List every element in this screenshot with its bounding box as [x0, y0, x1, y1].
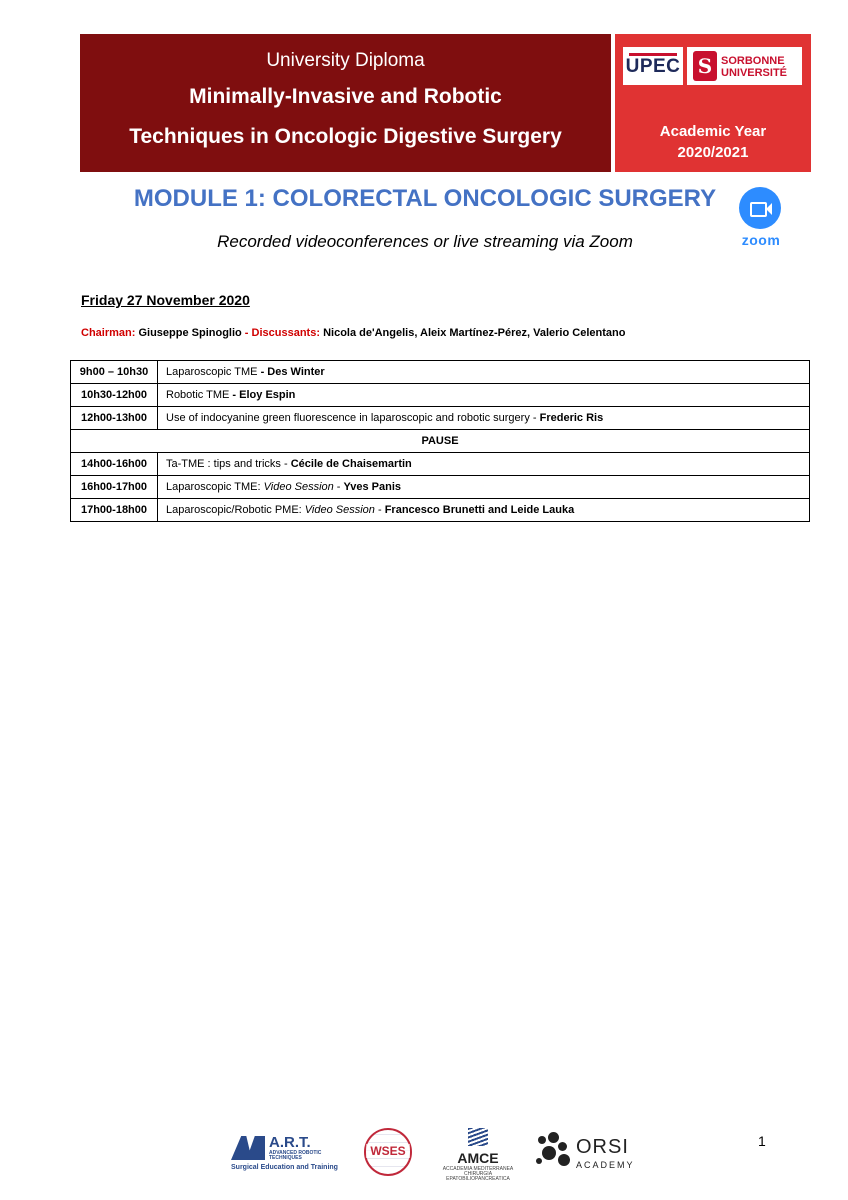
art-logo	[231, 1134, 338, 1176]
banner-line-3: Techniques in Oncologic Digestive Surgery	[129, 125, 562, 148]
wses-globe-logo	[364, 1128, 412, 1176]
speaker-name: Yves Panis	[343, 481, 402, 493]
art-subtitle: ADVANCED ROBOTIC TECHNIQUES	[269, 1150, 322, 1161]
row-time: 16h00-17h00	[71, 476, 158, 499]
sorbonne-line-2: UNIVERSITÉ	[721, 67, 788, 79]
discussants-label: Discussants:	[251, 327, 321, 339]
upec-logo	[623, 47, 683, 85]
speaker-name: Des Winter	[267, 366, 325, 378]
table-row	[71, 407, 810, 430]
chair-line	[81, 327, 625, 339]
row-time: 9h00 – 10h30	[71, 361, 158, 384]
art-mark-icon	[231, 1136, 265, 1160]
art-name: A.R.T.	[269, 1134, 311, 1151]
row-time: 17h00-18h00	[71, 499, 158, 522]
row-topic	[158, 384, 810, 407]
row-time: 10h30-12h00	[71, 384, 158, 407]
topic-text: Laparoscopic TME:	[166, 481, 264, 493]
sorbonne-emblem-icon	[693, 51, 717, 81]
session-date: Friday 27 November 2020	[81, 292, 250, 308]
row-topic	[158, 499, 810, 522]
row-topic	[158, 407, 810, 430]
table-row	[71, 384, 810, 407]
table-row	[71, 361, 810, 384]
topic-text: Ta-TME : tips and tricks	[166, 458, 281, 470]
topic-separator: -	[229, 389, 240, 401]
amce-wave-icon	[468, 1128, 488, 1146]
row-topic	[158, 476, 810, 499]
art-tagline: Surgical Education and Training	[231, 1164, 338, 1171]
amce-text: AMCE	[457, 1150, 499, 1166]
row-time: 12h00-13h00	[71, 407, 158, 430]
banner-line-2: Minimally-Invasive and Robotic	[189, 85, 502, 108]
topic-text: Robotic TME	[166, 389, 230, 401]
zoom-camera-icon	[739, 187, 781, 229]
amce-subtitle: ACCADEMIA MEDITERRANEA CHIRURGIA EPATOBILIOPANCREATICA	[442, 1166, 514, 1182]
pause-row	[71, 430, 810, 453]
speaker-name: Cécile de Chaisemartin	[290, 458, 412, 470]
wses-text: WSES	[366, 1144, 410, 1158]
speaker-name: Francesco Brunetti and Leide Lauka	[384, 504, 575, 516]
academic-year-label: Academic Year	[659, 123, 767, 140]
topic-text: Use of indocyanine green fluorescence in laparoscopic and robotic surgery	[166, 412, 530, 424]
academic-year-banner	[615, 34, 811, 172]
topic-separator: -	[374, 504, 385, 516]
academic-year-value: 2020/2021	[677, 144, 749, 161]
chairman-name: Giuseppe Spinoglio	[138, 327, 242, 339]
topic-italic: Video Session	[263, 481, 334, 493]
module-subtitle: Recorded videoconferences or live streaming via Zoom	[217, 232, 633, 251]
chair-separator: -	[241, 327, 252, 339]
page-number: 1	[758, 1133, 766, 1149]
speaker-name: Eloy Espin	[239, 389, 296, 401]
amce-logo	[440, 1126, 516, 1182]
topic-text: Laparoscopic TME	[166, 366, 258, 378]
diploma-banner	[80, 34, 611, 172]
discussants-names: Nicola de'Angelis, Aleix Martínez-Pérez, Valerio Celentano	[323, 327, 626, 339]
orsi-academy-logo	[536, 1130, 636, 1174]
module-title: MODULE 1: COLORECTAL ONCOLOGIC SURGERY	[133, 185, 717, 212]
pause-label: PAUSE	[71, 430, 810, 453]
topic-separator: -	[529, 412, 540, 424]
orsi-name: ORSI	[576, 1136, 629, 1158]
camera-body	[750, 202, 767, 217]
topic-text: Laparoscopic/Robotic PME:	[166, 504, 305, 516]
chairman-label: Chairman:	[81, 327, 136, 339]
program-table	[70, 360, 810, 522]
zoom-label: zoom	[741, 232, 781, 248]
table-row	[71, 453, 810, 476]
topic-italic: Video Session	[304, 504, 375, 516]
row-topic	[158, 453, 810, 476]
sorbonne-logo-text	[721, 55, 787, 79]
row-topic	[158, 361, 810, 384]
orsi-subtitle: ACADEMY	[576, 1160, 635, 1170]
sorbonne-logo	[687, 47, 802, 85]
camera-lens	[766, 203, 772, 215]
topic-separator: -	[257, 366, 268, 378]
banner-line-1: University Diploma	[266, 50, 425, 71]
table-row	[71, 476, 810, 499]
orsi-dots-icon	[536, 1132, 574, 1168]
topic-separator: -	[280, 458, 291, 470]
upec-logo-text: UPEC	[625, 56, 681, 77]
sorbonne-line-1: SORBONNE	[721, 55, 785, 67]
speaker-name: Frederic Ris	[539, 412, 604, 424]
table-row	[71, 499, 810, 522]
row-time: 14h00-16h00	[71, 453, 158, 476]
topic-separator: -	[333, 481, 344, 493]
